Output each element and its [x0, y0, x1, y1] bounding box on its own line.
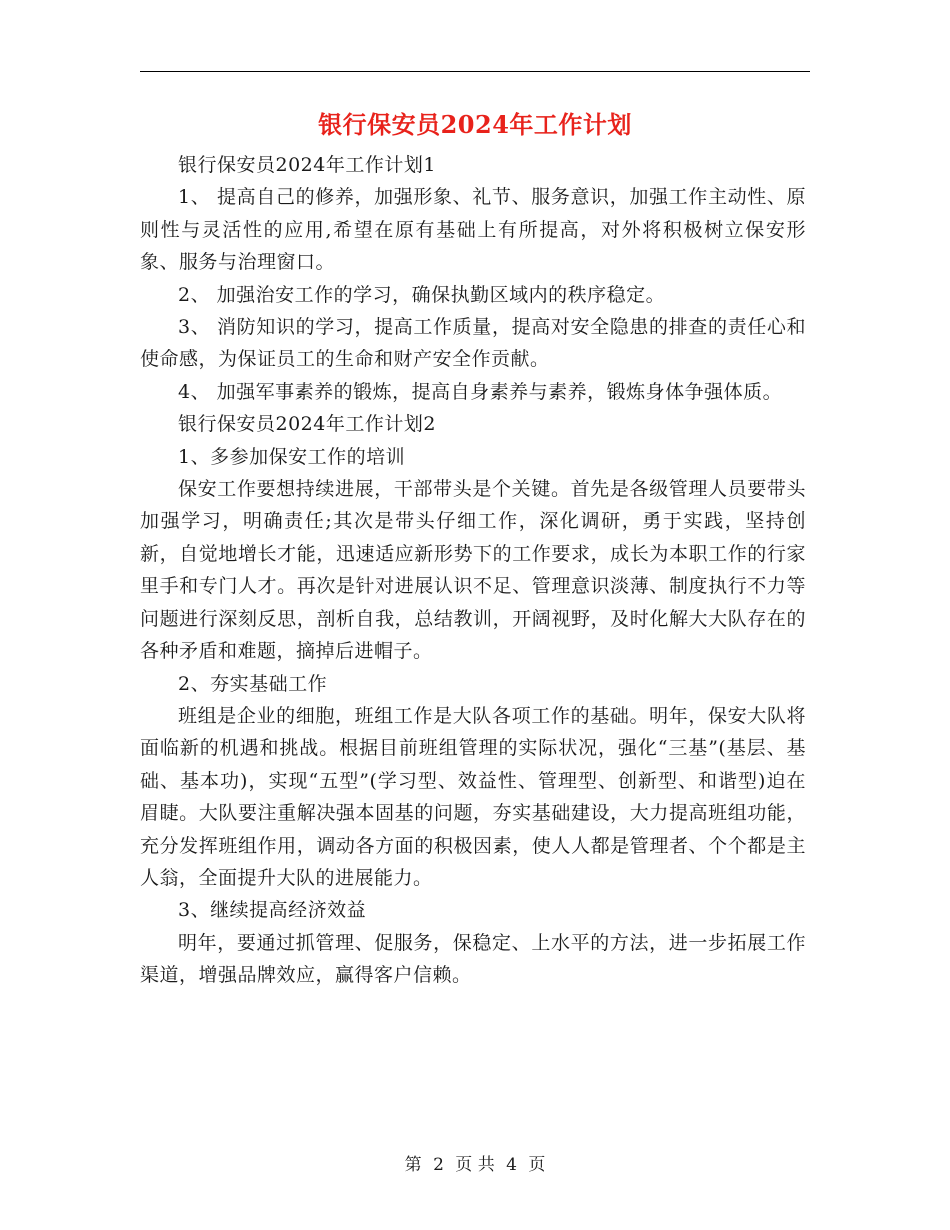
subheading-economic-benefit: 3、继续提高经济效益: [178, 899, 367, 922]
footer-suffix: 页: [528, 1155, 546, 1175]
paragraph-economic-benefit: 明年，要通过抓管理、促服务，保稳定、上水平的方法，进一步拓展工作渠道，增强品牌效应，赢得客户信赖。: [140, 931, 806, 987]
footer-mid: 页 共: [455, 1155, 495, 1175]
page-footer: [140, 1153, 810, 1177]
section-heading-plan-2: 银行保安员2024年工作计划2: [178, 413, 436, 436]
subheading-foundation: 2、夯实基础工作: [178, 672, 328, 695]
current-page-number: 2: [433, 1155, 444, 1175]
footer-prefix: 第: [404, 1155, 422, 1175]
paragraph-item-2: 2、 加强治安工作的学习，确保执勤区域内的秩序稳定。: [178, 283, 666, 306]
subheading-training: 1、多参加保安工作的培训: [178, 445, 406, 468]
paragraph-item-1: 1、 提高自己的修养，加强形象、礼节、服务意识，加强工作主动性、原则性与灵活性的应用,希望在原有基础上有所提高，对外将积极树立保安形象、服务与治理窗口。: [140, 186, 806, 274]
paragraph-item-4: 4、 加强军事素养的锻炼，提高自身素养与素养，锻炼身体争强体质。: [178, 380, 783, 403]
paragraph-item-3: 3、 消防知识的学习，提高工作质量，提高对安全隐患的排查的责任心和使命感，为保证员工的生命和财产安全作贡献。: [140, 316, 806, 371]
section-heading-plan-1: 银行保安员2024年工作计划1: [178, 154, 436, 176]
document-title: 银行保安员2024年工作计划: [318, 110, 632, 139]
header-rule: [140, 71, 810, 72]
document-body: [140, 149, 806, 992]
paragraph-training: 保安工作要想持续进展，干部带头是个关键。首先是各级管理人员要带头加强学习，明确责任;其次是带头仔细工作，深化调研，勇于实践，坚持创新，自觉地增长才能，迅速适应新形势下的工作要求，成长为本职工作的行家里手和专门人才。再次是针对进展认识不足、管理意识淡薄、制度执行不力等问题进行深刻反思，剖析自我，总结教训，开阔视野，及时化解大大队存在的各种矛盾和难题，摘掉后进帽子。: [140, 478, 806, 663]
total-pages-number: 4: [506, 1155, 517, 1175]
paragraph-foundation: 班组是企业的细胞，班组工作是大队各项工作的基础。明年，保安大队将面临新的机遇和挑战。根据目前班组管理的实际状况，强化“三基”(基层、基础、基本功)，实现“五型”(学习型、效益性、管理型、创新型、和谐型)迫在眉睫。大队要注重解决强本固基的问题，夯实基础建设，大力提高班组功能，充分发挥班组作用，调动各方面的积极因素，使人人都是管理者、个个都是主人翁，全面提升大队的进展能力。: [140, 704, 806, 889]
